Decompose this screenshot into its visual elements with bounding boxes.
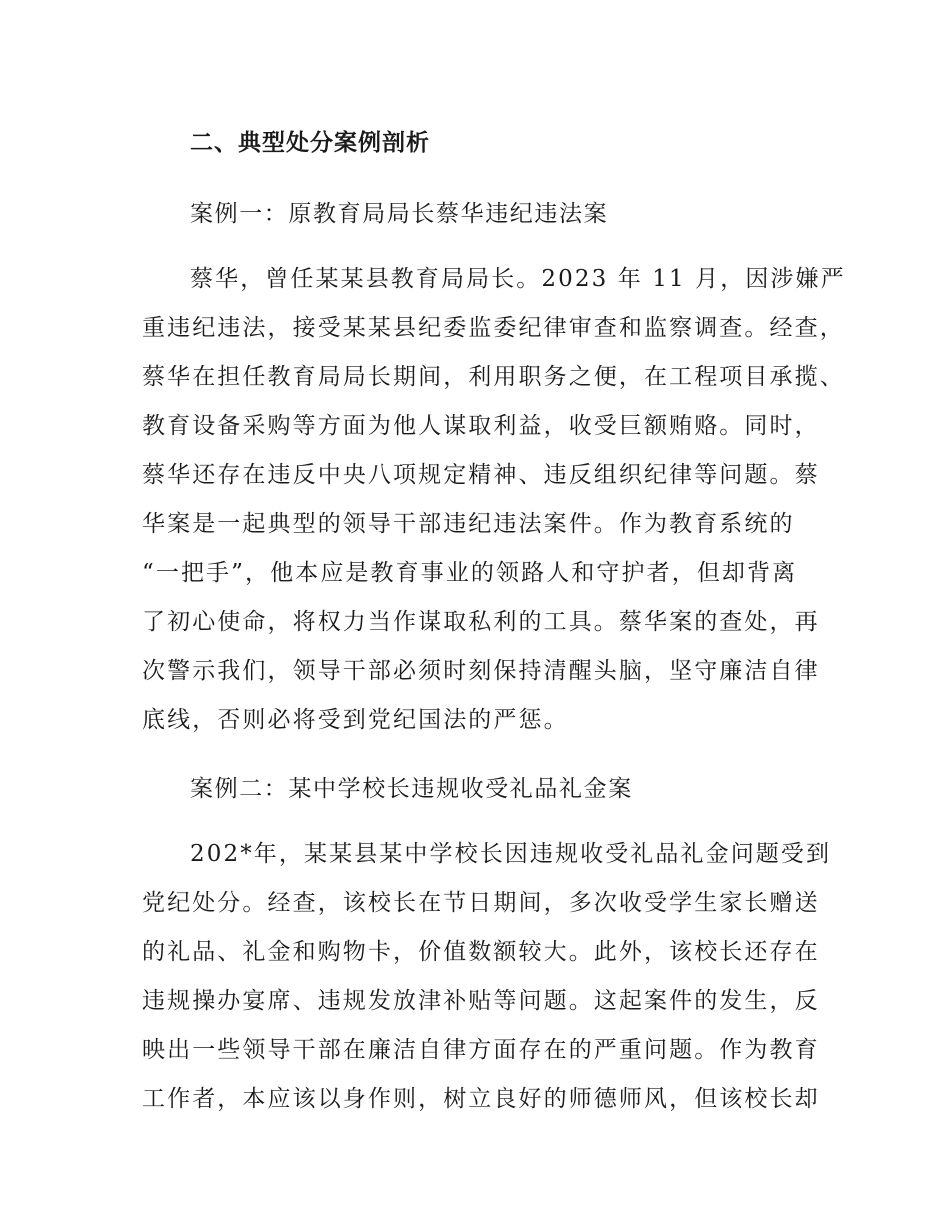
- case1-paragraph-line: 教育设备采购等方面为他人谋取利益，收受巨额贿赂。同时，: [142, 413, 820, 439]
- case2-paragraph-line: 的礼品、礼金和购物卡，价值数额较大。此外，该校长还存在: [142, 939, 820, 965]
- section-heading: 二、典型处分案例剖析: [190, 130, 430, 156]
- case1-paragraph-line: 华案是一起典型的领导干部违纪违法案件。作为教育系统的: [142, 511, 795, 537]
- case2-paragraph-line: 202*年，某某县某中学校长因违规收受礼品礼金问题受到: [190, 841, 832, 867]
- case2-paragraph-line: 映出一些领导干部在廉洁自律方面存在的严重问题。作为教育: [142, 1037, 820, 1063]
- case1-paragraph-line: 重违纪违法，接受某某县纪委监委纪律审查和监察调查。经查，: [142, 315, 845, 341]
- case2-paragraph-line: 工作者，本应该以身作则，树立良好的师德师风，但该校长却: [142, 1086, 820, 1112]
- case1-title: 案例一：原教育局局长蔡华违纪违法案: [190, 201, 609, 227]
- case2-paragraph-line: 违规操办宴席、违规发放津补贴等问题。这起案件的发生，反: [142, 988, 820, 1014]
- case1-paragraph-line: 了初心使命，将权力当作谋取私利的工具。蔡华案的查处，再: [142, 609, 820, 635]
- case1-paragraph-line: 底线，否则必将受到党纪国法的严惩。: [142, 707, 569, 733]
- case1-paragraph-line: 次警示我们，领导干部必须时刻保持清醒头脑，坚守廉洁自律: [142, 658, 820, 684]
- case2-paragraph-line: 党纪处分。经查，该校长在节日期间，多次收受学生家长赠送: [142, 890, 820, 916]
- case1-paragraph-line: “一把手”，他本应是教育事业的领路人和守护者，但却背离: [142, 560, 798, 586]
- case1-paragraph-line: 蔡华还存在违反中央八项规定精神、违反组织纪律等问题。蔡: [142, 462, 820, 488]
- case1-paragraph-line: 蔡华，曾任某某县教育局局长。2023 年 11 月，因涉嫌严: [190, 266, 846, 292]
- case1-paragraph-line: 蔡华在担任教育局局长期间，利用职务之便，在工程项目承揽、: [142, 364, 845, 390]
- case2-title: 案例二：某中学校长违规收受礼品礼金案: [190, 776, 633, 802]
